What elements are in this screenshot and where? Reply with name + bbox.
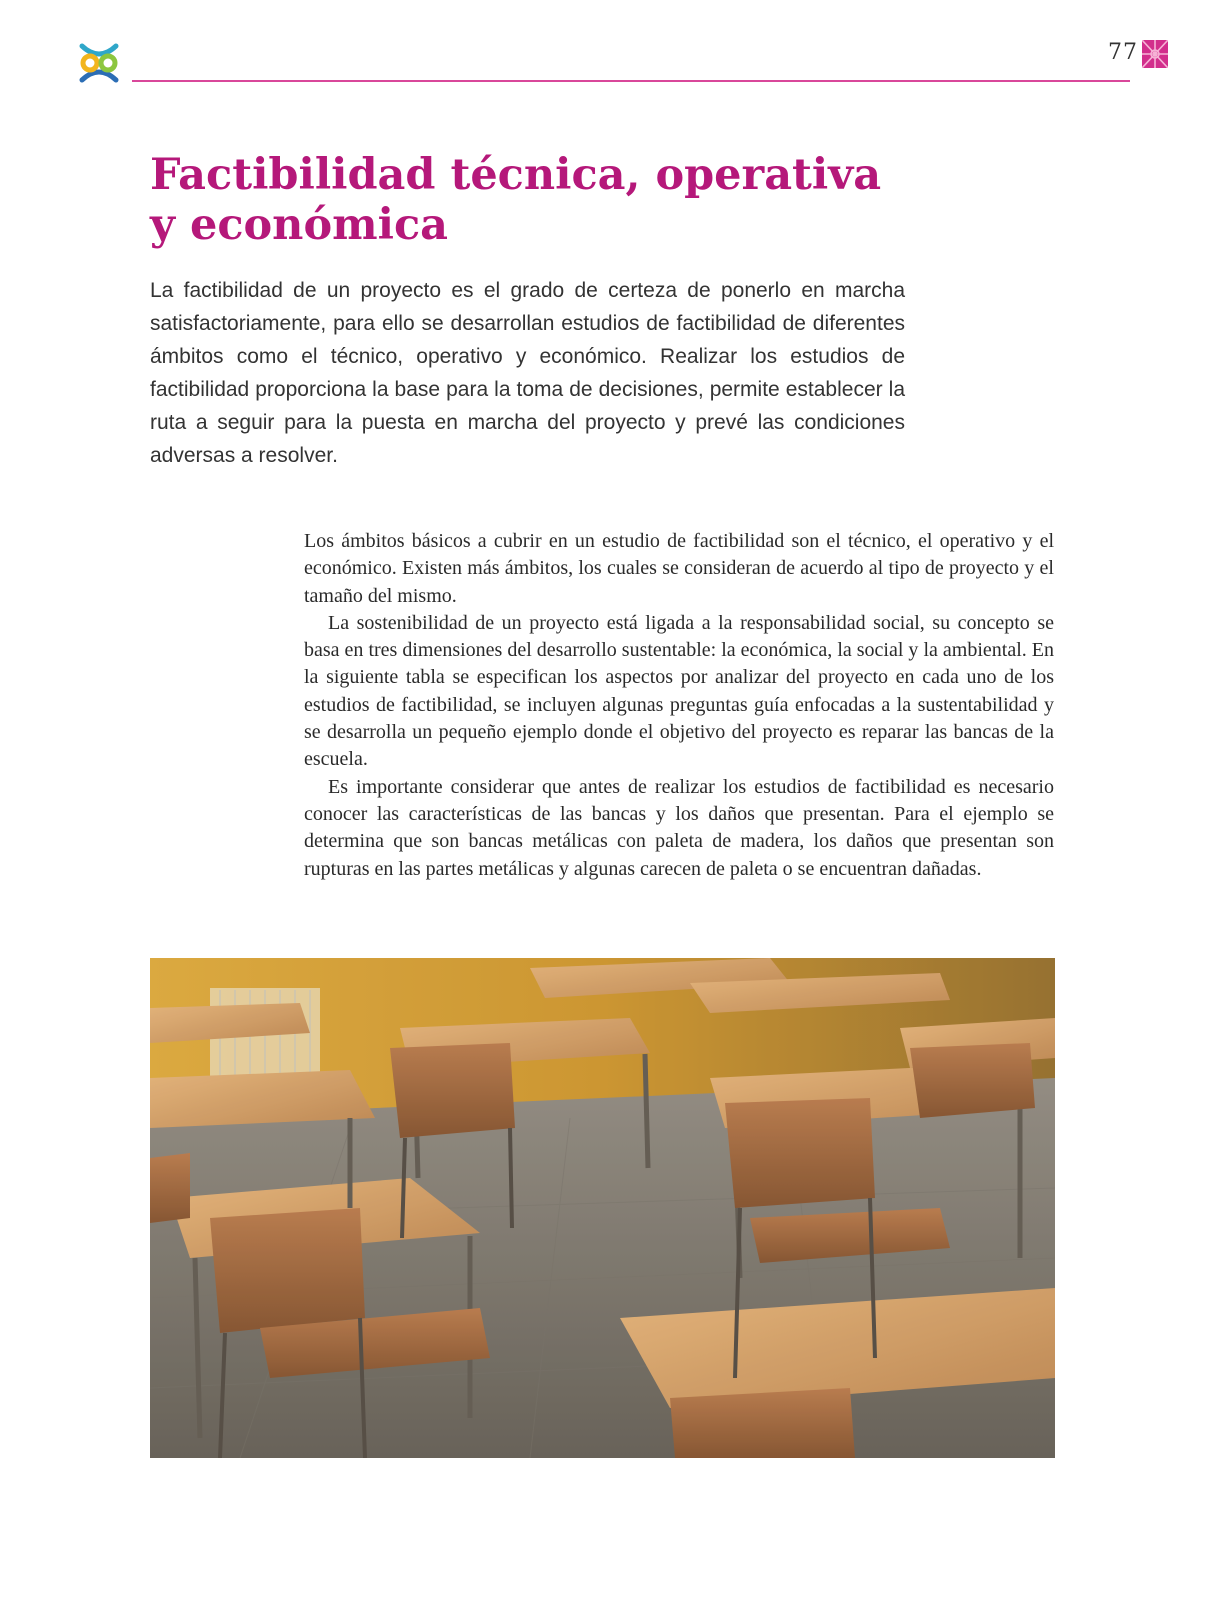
page-title [150, 150, 910, 250]
classroom-desks-photo [150, 958, 1055, 1458]
body-paragraph-2: La sostenibilidad de un proyecto está ligada a la responsabilidad social, su concepto se basa en tres dimensiones del desarrollo sustentable: la económica, la social y la ambiental. En la siguiente tabla se especifican los aspectos por analizar del proyecto en cada uno de los estudios de factibilidad, se incluyen algunas preguntas guía enfocadas a la sustentabilidad y se desarrolla un pequeño ejemplo donde el objetivo del proyecto es reparar las bancas de la escuela. [304, 611, 1054, 771]
interlocking-rings-logo-icon [76, 40, 122, 86]
title-line-2: y económica [150, 200, 448, 250]
header-rule [132, 80, 1130, 82]
magenta-pattern-ornament-icon [1142, 40, 1168, 68]
body-paragraph-1: Los ámbitos básicos a cubrir en un estudio de factibilidad son el técnico, el operativo y el económico. Existen más ámbitos, los cuales se consideran de acuerdo al tipo de proyecto y el tamaño del mismo. [304, 530, 1054, 607]
page-number: 77 [1108, 40, 1138, 65]
body-text [304, 528, 1054, 883]
body-paragraph-3: Es importante considerar que antes de realizar los estudios de factibilidad es necesario conocer las características de las bancas y los daños que presentan. Para el ejemplo se determina que son bancas metálicas con paleta de madera, los daños que presentan son rupturas en las partes metálicas y algunas carecen de paleta o se encuentran dañadas. [304, 775, 1054, 880]
intro-paragraph: La factibilidad de un proyecto es el grado de certeza de ponerlo en marcha satisfactoriamente, para ello se desarrollan estudios de factibilidad de diferentes ámbitos como el técnico, operativo y económico. Realizar los estudios de factibilidad proporciona la base para la toma de decisiones, permite establecer la ruta a seguir para la puesta en marcha del proyecto y prevé las condiciones adversas a resolver. [150, 279, 905, 467]
title-line-1: Factibilidad técnica, operativa [150, 150, 882, 200]
